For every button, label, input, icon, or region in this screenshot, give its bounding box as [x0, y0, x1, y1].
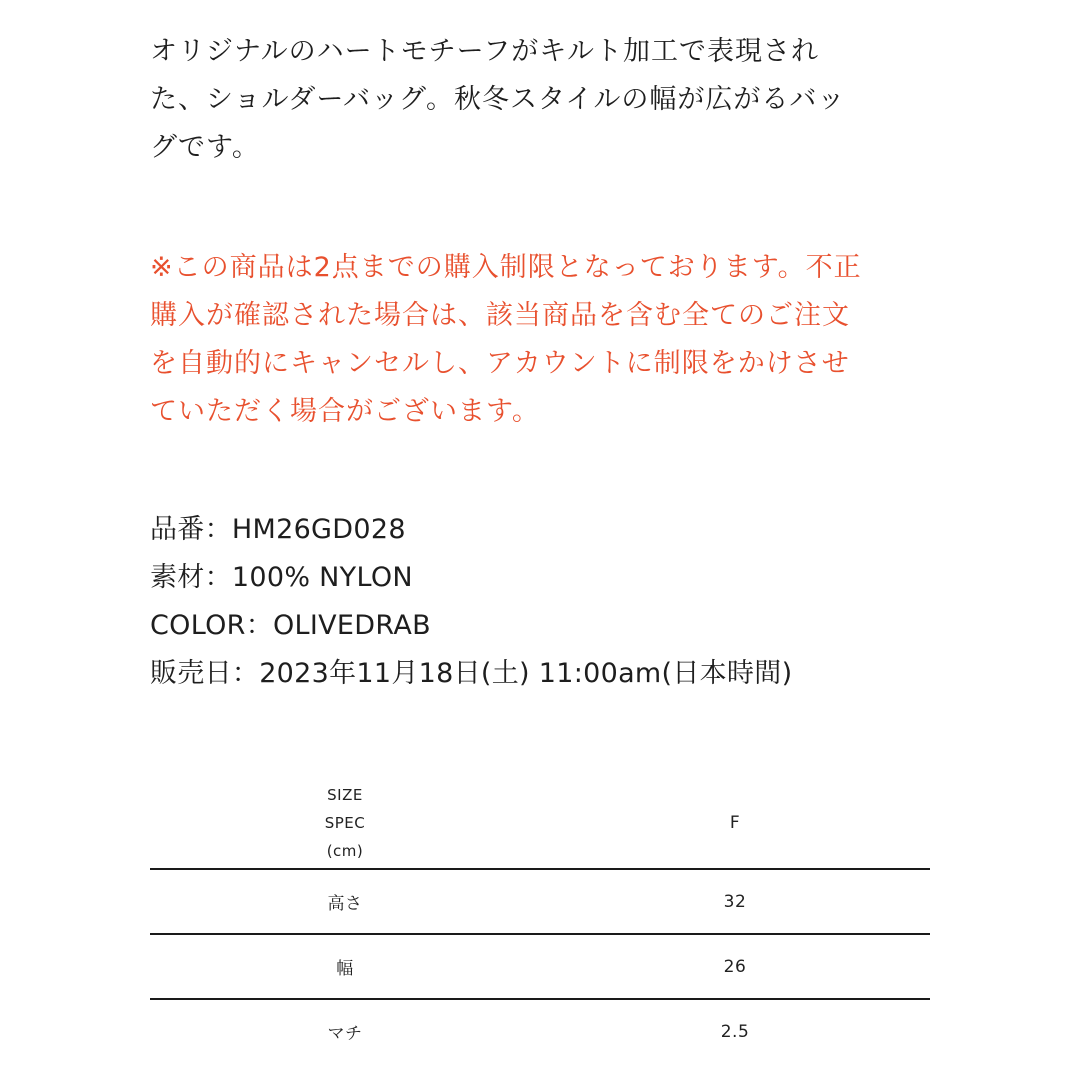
material: 素材：100% NYLON [150, 562, 413, 593]
notice-line: を自動的にキャンセルし、アカウントに制限をかけさせ [150, 348, 850, 379]
product-specs [150, 506, 792, 698]
row-value: 2.5 [720, 1021, 750, 1042]
size-table-header [150, 778, 930, 869]
notice-line: 購入が確認された場合は、該当商品を含む全てのご注文 [150, 300, 850, 331]
table-row [150, 934, 930, 999]
description-line: グです。 [150, 132, 260, 163]
row-label: マチ [327, 1024, 363, 1044]
release-date: 販売日：2023年11月18日(土) 11:00am(日本時間) [150, 658, 793, 689]
purchase-limit-notice [150, 244, 950, 436]
row-label: 高さ [150, 869, 540, 934]
header-label-line: SIZE [327, 786, 363, 804]
color: COLOR：OLIVEDRAB [150, 610, 431, 641]
table-row [150, 999, 930, 1063]
product-description [150, 28, 950, 172]
description-line: オリジナルのハートモチーフがキルト加工で表現され [150, 36, 820, 67]
table-row [150, 869, 930, 934]
size-spec-header-label [150, 778, 540, 869]
description-line: た、ショルダーバッグ。秋冬スタイルの幅が広がるバッ [150, 84, 846, 115]
product-number: 品番：HM26GD028 [150, 514, 406, 545]
size-spec-table [150, 778, 930, 1063]
notice-line: ていただく場合がございます。 [150, 396, 540, 427]
row-label: 幅 [150, 934, 540, 999]
header-label-line: SPEC [324, 814, 366, 832]
size-header-f: F [540, 778, 930, 869]
header-label-line: (cm) [326, 842, 364, 860]
row-value: 32 [540, 869, 930, 934]
row-value: 26 [540, 934, 930, 999]
notice-line: ※この商品は2点までの購入制限となっております。不正 [150, 252, 862, 283]
